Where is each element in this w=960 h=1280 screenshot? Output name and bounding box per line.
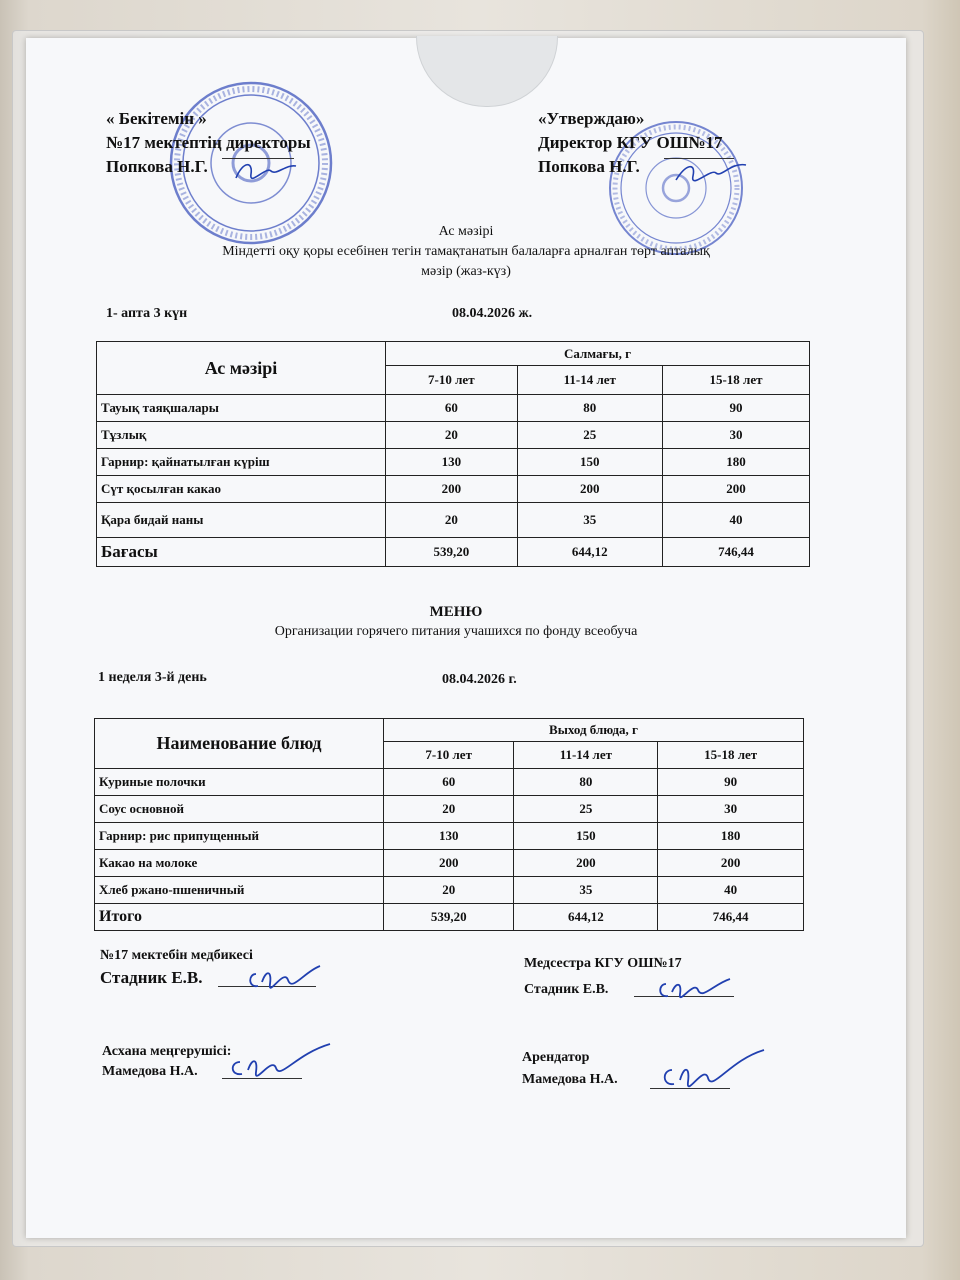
menu-ru-total-v3: 746,44 xyxy=(658,904,804,931)
menu-ru-dish-1: Куриные полочки xyxy=(95,769,384,796)
menu-ru-date: 08.04.2026 г. xyxy=(442,672,517,687)
menu-kz-dish-5-v1: 20 xyxy=(386,503,518,538)
menu-ru-dish-4: Какао на молоке xyxy=(95,850,384,877)
menu-ru-title: МЕНЮ xyxy=(429,604,483,620)
menu-ru-dish-2-v2: 25 xyxy=(514,796,658,823)
menu-kz-dish-1-v1: 60 xyxy=(386,395,518,422)
nurse-kz-name: Стадник Е.В. xyxy=(100,968,203,987)
menu-ru-dish-3-v2: 150 xyxy=(514,823,658,850)
approval-ru-line2: Директор КГУ ОШ№17 xyxy=(538,133,723,152)
table-row xyxy=(95,877,804,904)
menu-ru-subtitle: Организации горячего питания учашихся по фонду всеобуча xyxy=(274,624,638,639)
menu-ru-dish-2-v3: 30 xyxy=(658,796,804,823)
menu-kz-dish-2-v3: 30 xyxy=(662,422,809,449)
tenant-ru-signature xyxy=(658,1046,768,1094)
menu-kz-age-1: 7-10 лет xyxy=(386,366,518,395)
menu-kz-dish-2: Тұзлық xyxy=(97,422,386,449)
approval-ru-line1: «Утверждаю» xyxy=(538,109,645,128)
menu-kz-dish-5: Қара бидай наны xyxy=(97,503,386,538)
nurse-kz-role: №17 мектебін медбикесі xyxy=(100,948,253,963)
menu-kz-subtitle-2: мәзір (жаз-күз) xyxy=(421,264,511,279)
menu-kz-total-v1: 539,20 xyxy=(386,538,518,567)
table-row xyxy=(97,449,810,476)
menu-ru-table xyxy=(94,718,804,931)
approval-kz-line1: « Бекітемін » xyxy=(106,109,207,128)
director-signature-right xyxy=(671,156,751,188)
approval-kz-line3: Попкова Н.Г. xyxy=(106,157,208,176)
canteen-kz-role: Асхана меңгерушісі: xyxy=(102,1044,232,1059)
menu-ru-dish-3: Гарнир: рис припущенный xyxy=(95,823,384,850)
menu-ru-age-1: 7-10 лет xyxy=(384,742,514,769)
menu-kz-dish-2-v2: 25 xyxy=(517,422,662,449)
menu-ru-dish-2-v1: 20 xyxy=(384,796,514,823)
sleeve-notch xyxy=(416,36,558,107)
approval-kz-line2: №17 мектептің директоры xyxy=(106,133,311,152)
menu-kz-total-v3: 746,44 xyxy=(662,538,809,567)
approval-ru-line3: Попкова Н.Г. xyxy=(538,157,640,176)
menu-kz-total-v2: 644,12 xyxy=(517,538,662,567)
nurse-ru-name: Стадник Е.В. xyxy=(524,982,609,997)
menu-kz-head-weight: Салмағы, г xyxy=(386,342,810,366)
menu-kz-age-3: 15-18 лет xyxy=(662,366,809,395)
menu-kz-table xyxy=(96,341,810,567)
nurse-kz-signature xyxy=(244,962,324,992)
table-row xyxy=(97,422,810,449)
menu-ru-total-v2: 644,12 xyxy=(514,904,658,931)
nurse-ru-signature xyxy=(654,976,734,1002)
menu-kz-title: Ас мәзірі xyxy=(438,224,494,239)
tenant-ru-role: Арендатор xyxy=(522,1050,590,1065)
menu-ru-dish-5: Хлеб ржано-пшеничный xyxy=(95,877,384,904)
menu-kz-total-label: Бағасы xyxy=(97,538,386,567)
tenant-ru-name: Мамедова Н.А. xyxy=(522,1072,618,1087)
menu-ru-head-name: Наименование блюд xyxy=(95,719,384,769)
menu-document xyxy=(26,38,906,1238)
menu-ru-head-weight: Выход блюда, г xyxy=(384,719,804,742)
menu-ru-dish-1-v3: 90 xyxy=(658,769,804,796)
menu-ru-week-day: 1 неделя 3-й день xyxy=(98,670,207,685)
menu-kz-dish-1-v2: 80 xyxy=(517,395,662,422)
menu-ru-dish-5-v1: 20 xyxy=(384,877,514,904)
menu-ru-age-3: 15-18 лет xyxy=(658,742,804,769)
menu-kz-dish-4-v3: 200 xyxy=(662,476,809,503)
table-row xyxy=(95,823,804,850)
nurse-ru-role: Медсестра КГУ ОШ№17 xyxy=(524,956,682,971)
menu-ru-dish-2: Соус основной xyxy=(95,796,384,823)
table-row xyxy=(95,850,804,877)
table-row xyxy=(97,503,810,538)
menu-kz-dish-4: Сүт қосылған какао xyxy=(97,476,386,503)
menu-kz-subtitle-1: Міндетті оқу қоры есебінен тегін тамақтанатын балаларға арналған төрт апталық xyxy=(222,244,710,259)
table-row xyxy=(95,904,804,931)
table-row xyxy=(97,476,810,503)
menu-ru-dish-3-v1: 130 xyxy=(384,823,514,850)
menu-kz-dish-3-v2: 150 xyxy=(517,449,662,476)
menu-kz-dish-4-v1: 200 xyxy=(386,476,518,503)
menu-kz-head-name: Ас мәзірі xyxy=(97,342,386,395)
menu-ru-dish-4-v1: 200 xyxy=(384,850,514,877)
menu-kz-dish-3-v1: 130 xyxy=(386,449,518,476)
menu-ru-dish-4-v2: 200 xyxy=(514,850,658,877)
menu-ru-dish-3-v3: 180 xyxy=(658,823,804,850)
menu-ru-dish-4-v3: 200 xyxy=(658,850,804,877)
menu-kz-date: 08.04.2026 ж. xyxy=(452,306,533,321)
menu-ru-dish-5-v2: 35 xyxy=(514,877,658,904)
menu-kz-dish-5-v2: 35 xyxy=(517,503,662,538)
director-signature-left xyxy=(231,156,301,186)
menu-kz-dish-5-v3: 40 xyxy=(662,503,809,538)
menu-ru-dish-5-v3: 40 xyxy=(658,877,804,904)
menu-kz-age-2: 11-14 лет xyxy=(517,366,662,395)
menu-ru-dish-1-v1: 60 xyxy=(384,769,514,796)
menu-ru-dish-1-v2: 80 xyxy=(514,769,658,796)
menu-kz-dish-1-v3: 90 xyxy=(662,395,809,422)
menu-kz-week-day: 1- апта 3 күн xyxy=(106,306,188,321)
table-row xyxy=(95,769,804,796)
menu-kz-dish-2-v1: 20 xyxy=(386,422,518,449)
menu-kz-dish-1: Тауық таяқшалары xyxy=(97,395,386,422)
canteen-kz-signature xyxy=(226,1040,336,1084)
menu-ru-total-label: Итого xyxy=(95,904,384,931)
menu-kz-dish-3: Гарнир: қайнатылған күріш xyxy=(97,449,386,476)
table-row xyxy=(97,395,810,422)
menu-ru-age-2: 11-14 лет xyxy=(514,742,658,769)
menu-ru-total-v1: 539,20 xyxy=(384,904,514,931)
table-row xyxy=(95,796,804,823)
table-row xyxy=(97,538,810,567)
canteen-kz-name: Мамедова Н.А. xyxy=(102,1064,198,1079)
menu-kz-dish-4-v2: 200 xyxy=(517,476,662,503)
menu-kz-dish-3-v3: 180 xyxy=(662,449,809,476)
